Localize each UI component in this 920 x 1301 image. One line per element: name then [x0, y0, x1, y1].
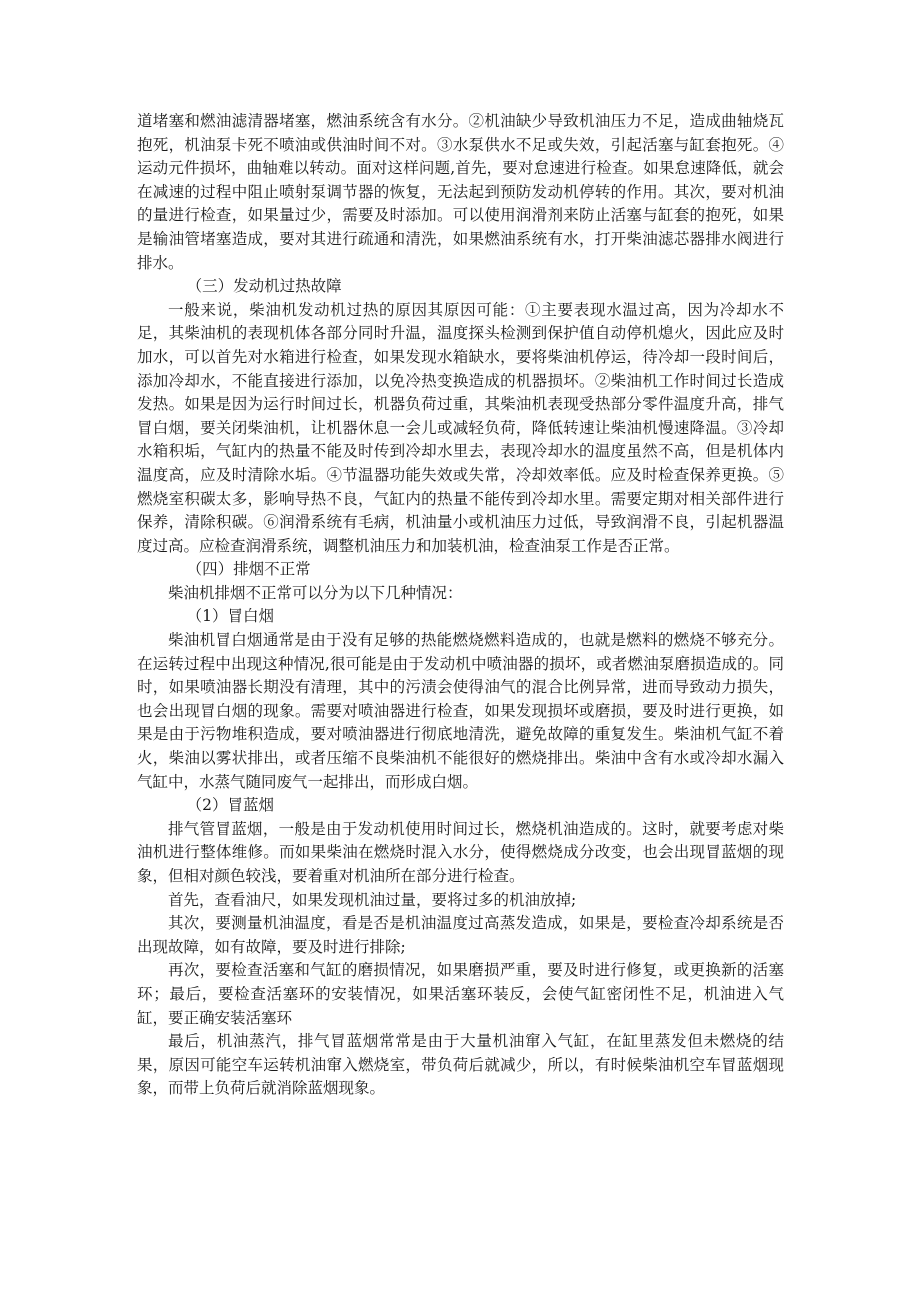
subheading-blue-smoke: （2）冒蓝烟 — [186, 796, 274, 815]
paragraph-white-smoke: 柴油机冒白烟通常是由于没有足够的热能燃烧燃料造成的，也就是燃料的燃烧不够充分。在运转过程中出现这种情况,很可能是由于发动机中喷油器的损坏，或者燃油泵磨损造成的。同时，如果喷油器长期没有清理，其中的污渍会使得油气的混合比例异常，进而导致动力损失，也会出现冒白烟的现象。需要对喷油器进行检查，如果发现损坏或磨损，要及时进行更换，如果是由于污物堆积造成，要对喷油器进行彻底地清洗，避免故障的重复发生。柴油机气缸不着火，柴油以雾状排出，或者压缩不良柴油机不能很好的燃烧排出。柴油中含有水或冷却水漏入气缸中，水蒸气随同废气一起排出，而形成白烟。 — [137, 631, 784, 791]
section-heading-exhaust: （四）排烟不正常 — [186, 560, 311, 579]
paragraph-overheat-causes: 一般来说，柴油机发动机过热的原因其原因可能：①主要表现水温过高，因为冷却水不足，其柴油机的表现机体各部分同时升温，温度探头检测到保护值自动停机熄火，因此应及时加水，可以首先对水箱进行检查，如果发现水箱缺水，要将柴油机停运，待冷却一段时间后，添加冷却水，不能直接进行添加，以免冷热变换造成的机器损坏。②柴油机工作时间过长造成发热。如果是因为运行时间过长，机器负荷过重，其柴油机表现受热部分零件温度升高，排气冒白烟，要关闭柴油机，让机器休息一会儿或减轻负荷，降低转速让柴油机慢速降温。③冷却水箱积垢，气缸内的热量不能及时传到冷却水里去，表现冷却水的温度虽然不高，但是机体内温度高，应及时清除水垢。④节温器功能失效或失常，冷却效率低。应及时检查保养更换。⑤燃烧室积碳太多，影响导热不良，气缸内的热量不能传到冷却水里。需要定期对相关部件进行保养，清除积碳。⑥润滑系统有毛病，机油量小或机油压力过低，导致润滑不良，引起机器温度过高。应检查润滑系统，调整机油压力和加装机油，检查油泵工作是否正常。 — [137, 300, 784, 555]
paragraph-step-first: 首先，查看油尺，如果发现机油过量，要将过多的机油放掉; — [168, 890, 577, 909]
document-page — [137, 110, 784, 1101]
section-heading-overheat: （三）发动机过热故障 — [186, 277, 342, 296]
paragraph-blue-smoke: 排气管冒蓝烟，一般是由于发动机使用时间过长，燃烧机油造成的。这时，就要考虑对柴油机进行整体维修。而如果柴油在燃烧时混入水分，使得燃烧成分改变，也会出现冒蓝烟的现象，但相对颜色较浅，要着重对机油所在部分进行检查。 — [137, 819, 784, 885]
paragraph-step-third: 再次，要检查活塞和气缸的磨损情况，如果磨损严重，要及时进行修复，或更换新的活塞环；最后，要检查活塞环的安装情况，如果活塞环装反，会使气缸密闭性不足，机油进入气缸，要正确安装活塞环 — [137, 961, 784, 1027]
paragraph-step-second: 其次，要测量机油温度，看是否是机油温度过高蒸发造成，如果是，要检查冷却系统是否出现故障，如有故障，要及时进行排除; — [137, 914, 784, 956]
subheading-white-smoke: （1）冒白烟 — [186, 607, 274, 626]
paragraph-continuation: 道堵塞和燃油滤清器堵塞，燃油系统含有水分。②机油缺少导致机油压力不足，造成曲轴烧瓦抱死，机油泵卡死不喷油或供油时间不对。③水泵供水不足或失效，引起活塞与缸套抱死。④运动元件损坏，曲轴难以转动。面对这样问题,首先，要对怠速进行检查。如果怠速降低，就会在减速的过程中阻止喷射泵调节器的恢复，无法起到预防发动机停转的作用。其次，要对机油的量进行检查，如果量过少，需要及时添加。可以使用润滑剂来防止活塞与缸套的抱死，如果是输油管堵塞造成，要对其进行疏通和清洗，如果燃油系统有水，打开柴油滤芯器排水阀进行排水。 — [137, 112, 784, 272]
paragraph-step-last: 最后，机油蒸汽，排气冒蓝烟常常是由于大量机油窜入气缸，在缸里蒸发但未燃烧的结果，原因可能空车运转机油窜入燃烧室，带负荷后就减少，所以，有时候柴油机空车冒蓝烟现象，而带上负荷后就消除蓝烟现象。 — [137, 1032, 784, 1098]
paragraph-exhaust-intro: 柴油机排烟不正常可以分为以下几种情况： — [168, 583, 463, 602]
